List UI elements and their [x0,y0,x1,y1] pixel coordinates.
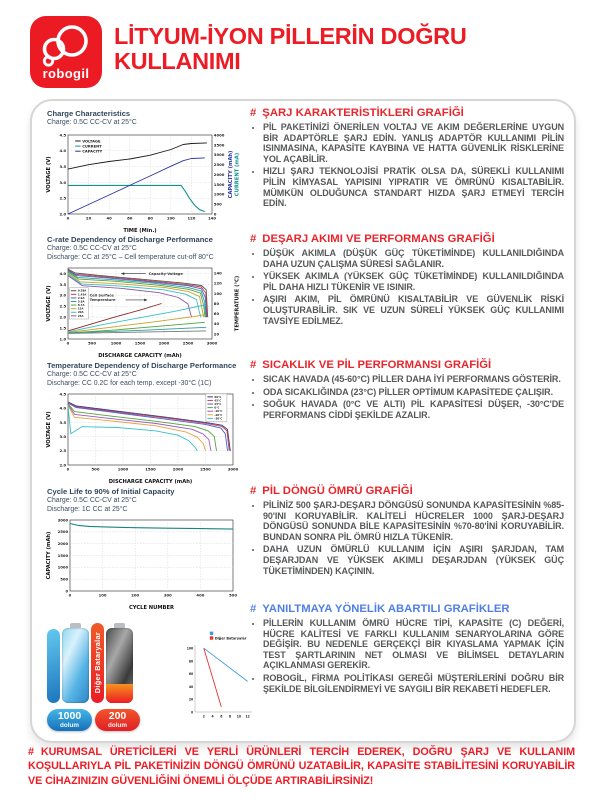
svg-text:300: 300 [163,592,172,598]
svg-text:25A: 25A [77,314,84,318]
section-abartili-grafikler [250,603,564,696]
svg-text:60: 60 [127,215,133,221]
hash-symbol: # [250,233,257,245]
svg-text:2.5: 2.5 [59,195,67,201]
figure-battery-comparison [45,613,260,735]
svg-text:500: 500 [60,576,69,582]
bullet-item: • ODA SICAKLIĞINDA (23°C) PİLLER OPTİMUM KAPASİTEDE ÇALIŞIR. [263,387,564,398]
svg-text:2.0: 2.0 [59,462,67,468]
svg-text:80: 80 [188,659,194,664]
svg-text:4000: 4000 [213,131,225,137]
svg-text:100: 100 [98,592,107,598]
svg-text:12: 12 [245,714,250,719]
section-heading-text: PİL DÖNGÜ ÖMRÜ GRAFİĞİ [262,485,413,497]
svg-text:3000: 3000 [57,517,69,523]
svg-text:2.5: 2.5 [59,303,67,309]
section-heading [250,603,564,615]
svg-text:500: 500 [229,592,237,598]
chart-subtitle-2: Discharge: 1C CC at 25°C [47,505,128,513]
svg-text:45°C: 45°C [214,399,222,403]
svg-text:CURRENT: CURRENT [82,144,102,149]
svg-text:2000: 2000 [57,541,69,547]
svg-text:1.45A: 1.45A [77,293,87,297]
section-heading [250,107,564,119]
section-sicaklik-performans [250,359,564,422]
section-bullets [250,374,564,420]
badge-200-dolum [95,709,140,731]
svg-text:0: 0 [66,215,70,221]
svg-text:200: 200 [131,592,140,598]
badge-unit: dolum [108,721,127,729]
svg-text:0: 0 [66,466,70,472]
bullet-item: • PİLLERİN KULLANIM ÖMRÜ HÜCRE TİPİ, KAPASİTE (C) DEĞERİ, HÜCRE KALİTESİ VE FARKLI KULLANIM SENARYOLARINA GÖRE DEĞİŞİR. BU NEDENLE GERÇEKÇİ BİR KIYASLAMA YAPMAK İÇİN TEST ŞARTLARININ NET OLMASI VE BİLİMSEL DETAYLARIN AÇIKLANMASI GEREKİR. [263,618,564,671]
bullet-item: • DÜŞÜK AKIMLA (DÜŞÜK GÜÇ TÜKETİMİNDE) KULLANILDIĞINDA DAHA UZUN ÇALIŞMA SÜRESİ SAĞLANIR. [263,248,564,269]
bullet-item: • HIZLI ŞARJ TEKNOLOJİSİ PRATİK OLSA DA, SÜREKLİ KULLANIMI PİLİN KİMYASAL YAPISINI YIPRATIR VE ÖMRÜNÜ KISALTABİLİR. MÜMKÜN OLDUĞUNCA STANDART HIZDA ŞARJ ETMEYİ TERCİH EDİN. [263,166,564,208]
svg-text:2.5: 2.5 [59,448,67,454]
section-heading [250,233,564,245]
svg-text:CURRENT (mA): CURRENT (mA) [234,152,241,196]
footer-text: KURUMSAL ÜRETİCİLERİ VE YERLİ ÜRÜNLERİ TERCİH EDEREK, DOĞRU ŞARJ VE KULLANIM KOŞULLARIYLA PİL PAKETİNİZİN DÖNGÜ ÖMRÜNÜ UZATABİLİR, KAPASİTE STABİLİTESİNİ KORUYABİLİR VE CİHAZINIZIN GÜVENLİĞİNİ ÖNEMLİ ÖLÇÜDE ARTIRABİLİRSİNİZ! [28,746,575,787]
svg-text:1000: 1000 [57,564,69,570]
svg-text:40: 40 [213,321,220,327]
svg-text:1500: 1500 [134,340,146,346]
section-dongu-omru [250,485,564,578]
svg-text:DISCHARGE CAPACITY (mAh): DISCHARGE CAPACITY (mAh) [108,478,193,485]
content-card [30,99,576,743]
other-batteries-label: Diğer Bataryalar [93,632,102,694]
svg-text:1000: 1000 [213,191,225,197]
charge-characteristics-chart [45,130,253,234]
cycle-comparison-mini-chart [183,629,255,723]
other-batteries-banner [91,623,104,703]
low-charge-strip [106,684,133,703]
svg-text:5.8A: 5.8A [77,300,85,304]
section-heading-text: ŞARJ KARAKTERİSTİKLERİ GRAFİĞİ [262,107,464,119]
hash-symbol: # [250,485,257,497]
section-heading-text: YANILTMAYA YÖNELİK ABARTILI GRAFİKLER [262,603,510,615]
badge-1000-dolum [47,709,92,731]
chart-title: Temperature Dependency of Discharge Performance [47,361,237,370]
bullet-item: • DAHA UZUN ÖMÜRLÜ KULLANIM İÇİN AŞIRI ŞARJDAN, TAM DEŞARJDAN VE YÜKSEK AKIMLI DEŞARJDAN (YÜKSEK GÜÇ TÜKETİMİNDEN) KAÇININ. [263,544,564,576]
svg-text:-20°C: -20°C [214,413,223,417]
svg-text:VOLTAGE: VOLTAGE [82,138,101,143]
cycle-life-chart [45,516,253,611]
robogil-battery-graphic [62,623,89,705]
svg-text:Cell Surface: Cell Surface [89,293,114,298]
chart-title: C-rate Dependency of Discharge Performance [47,235,213,244]
svg-text:3000: 3000 [227,466,239,472]
logo-wordmark: robogil [42,66,90,81]
badge-unit: dolum [60,721,79,729]
chart-title: Cycle Life to 90% of Initial Capacity [47,487,175,496]
robogil-logo [30,16,102,88]
svg-text:Temperature: Temperature [89,297,116,302]
crate-discharge-chart [45,264,253,359]
svg-text:6: 6 [220,714,223,719]
svg-text:CAPACITY: CAPACITY [82,149,103,154]
svg-text:2.0: 2.0 [59,314,67,320]
svg-text:20: 20 [188,697,194,702]
svg-text:3000: 3000 [206,340,218,346]
svg-text:VOLTAGE (V): VOLTAGE (V) [46,285,52,322]
svg-text:80: 80 [147,215,153,221]
hash-symbol: # [28,746,34,758]
figure-charge-characteristics [45,109,253,234]
svg-text:0: 0 [213,210,217,216]
bullet-item: • SICAK HAVADA (45-60°C) PİLLER DAHA İYİ PERFORMANS GÖSTERİR. [263,374,564,385]
svg-text:4.0: 4.0 [59,405,67,411]
svg-text:-30°C: -30°C [214,417,223,421]
figure-crate-discharge [45,235,253,359]
svg-text:100: 100 [213,290,222,296]
svg-text:120: 120 [213,280,222,286]
svg-text:VOLTAGE (V): VOLTAGE (V) [46,155,52,193]
svg-text:40: 40 [188,684,194,689]
figure-temperature-discharge [45,361,253,485]
svg-text:2000: 2000 [172,466,184,472]
svg-text:3.0: 3.0 [59,179,67,185]
svg-text:CAPACITY (mAh): CAPACITY (mAh) [228,150,235,198]
svg-text:4.5: 4.5 [59,131,67,137]
chart-subtitle-2: Discharge: CC at 25°C – Cell temperature cut-off 80°C [47,253,214,261]
chart-subtitle: Charge: 0.5C CC-CV at 25°C [47,245,137,253]
section-bullets [250,122,564,208]
svg-text:2000: 2000 [158,340,170,346]
svg-text:60: 60 [188,672,194,677]
blue-capsule-graphic [47,629,60,703]
svg-text:20: 20 [85,215,92,221]
svg-text:0: 0 [68,592,72,598]
svg-text:8: 8 [228,714,232,719]
svg-text:100: 100 [166,215,175,221]
svg-text:2500: 2500 [57,529,69,535]
svg-text:25°C: 25°C [214,402,222,406]
bullet-item: • SOĞUK HAVADA (0°C VE ALTI) PİL KAPASİTESİ DÜŞER, -30°C'DE PERFORMANS CİDDİ ŞEKİLDE AZALIR. [263,399,564,420]
svg-text:VOLTAGE (V): VOLTAGE (V) [46,411,52,448]
svg-text:20: 20 [213,331,220,337]
svg-text:TEMPERATURE (°C): TEMPERATURE (°C) [234,275,241,332]
svg-text:140: 140 [208,215,216,221]
svg-text:2000: 2000 [213,171,225,177]
svg-text:1500: 1500 [57,552,69,558]
svg-text:0°C: 0°C [214,406,220,410]
bullet-item: • YÜKSEK AKIMLA (YÜKSEK GÜÇ TÜKETİMİNDE) KULLANILDIĞINDA PİL DAHA HIZLI TÜKENİR VE ISINIR. [263,271,564,292]
svg-text:3500: 3500 [213,141,225,147]
svg-text:1.5: 1.5 [59,325,67,331]
svg-text:40: 40 [106,215,112,221]
temperature-discharge-chart [45,390,253,485]
section-heading-text: SICAKLIK VE PİL PERFORMANSI GRAFİĞİ [262,359,492,371]
svg-text:100: 100 [186,646,194,651]
svg-text:Diğer Bataryalar: Diğer Bataryalar [214,636,247,641]
bullet-item: • PİL PAKETİNİZİ ÖNERİLEN VOLTAJ VE AKIM DEĞERLERİNE UYGUN BİR ADAPTÖRLE ŞARJ EDİN. YANLIŞ ADAPTÖR KULLANIMI PİLİN ISINMASINA, KAPASİTE KAYBINA VE HATTA GÜVENLİK RİSKLERİNE YOL AÇABİLİR. [263,122,564,164]
section-bullets [250,618,564,694]
chart-subtitle: Charge: 0.5C CC-CV at 25°C [47,371,137,379]
section-bullets [250,248,564,326]
svg-text:-10°C: -10°C [214,410,223,414]
svg-text:140: 140 [213,270,222,276]
section-heading [250,485,564,497]
svg-text:CYCLE NUMBER: CYCLE NUMBER [128,604,175,611]
svg-text:DISCHARGE CAPACITY (mAh): DISCHARGE CAPACITY (mAh) [98,352,182,359]
svg-text:1000: 1000 [117,466,129,472]
svg-text:1000: 1000 [110,340,122,346]
hash-symbol: # [250,359,257,371]
section-desarj-akimi [250,233,564,328]
chart-subtitle: Charge: 0.5C CC-CV at 25°C [47,119,137,127]
section-bullets [250,500,564,576]
svg-text:2500: 2500 [213,161,225,167]
svg-text:CAPACITY (mAh): CAPACITY (mAh) [46,531,52,580]
section-heading-text: DEŞARJ AKIMI VE PERFORMANS GRAFİĞİ [262,233,495,245]
chart-subtitle: Charge: 0.5C CC-CV at 25°C [47,497,137,505]
svg-text:500: 500 [213,201,222,207]
svg-text:400: 400 [196,592,205,598]
hash-symbol: # [250,107,257,119]
section-heading [250,359,564,371]
svg-text:4.0: 4.0 [59,147,67,153]
svg-text:0: 0 [65,588,69,594]
svg-text:2: 2 [202,714,205,719]
chart-subtitle-2: Discharge: CC 0.2C for each temp. except -30°C (1C) [47,379,212,387]
svg-text:120: 120 [187,215,196,221]
svg-text:0.58A: 0.58A [77,289,87,293]
svg-text:15A: 15A [77,307,84,311]
svg-text:10: 10 [236,714,242,719]
svg-text:60°C: 60°C [214,395,222,399]
svg-text:3.0: 3.0 [59,433,67,439]
svg-text:1.0: 1.0 [59,336,67,342]
svg-text:80: 80 [213,300,220,306]
svg-text:4.5: 4.5 [59,391,67,397]
bullet-item: • AŞIRI AKIM, PİL ÖMRÜNÜ KISALTABİLİR VE GÜVENLİK RİSKİ OLUŞTURABİLİR. SIK VE UZUN SÜRELİ YÜKSEK GÜÇ KULLANIMI TAVSİYE EDİLMEZ. [263,294,564,326]
svg-text:4.0: 4.0 [59,270,67,276]
svg-text:8.7A: 8.7A [77,304,85,308]
svg-text:Capacity-Voltage: Capacity-Voltage [148,272,183,277]
badge-value: 1000 [57,710,82,723]
battery-body [62,628,89,703]
svg-text:1500: 1500 [145,466,156,472]
svg-text:3000: 3000 [213,151,225,157]
svg-text:60: 60 [213,310,220,316]
svg-text:4: 4 [211,714,214,719]
footer-note [28,745,575,788]
svg-text:0: 0 [191,710,194,715]
svg-text:TIME (Min.): TIME (Min.) [123,227,157,234]
svg-text:1500: 1500 [213,181,225,187]
svg-text:2.0: 2.0 [59,210,67,216]
svg-text:3.0: 3.0 [59,292,67,298]
svg-text:3.5: 3.5 [59,163,67,169]
svg-text:0: 0 [66,340,70,346]
svg-text:500: 500 [91,466,100,472]
robogil-logo-icon [30,18,102,68]
svg-text:2500: 2500 [182,340,194,346]
page-title: LİTYUM-İYON PİLLERİN DOĞRU KULLANIMI [114,23,467,75]
bullet-item: • ROBOGİL, FİRMA POLİTİKASI GEREĞİ MÜŞTERİLERİNİ DOĞRU BİR ŞEKİLDE BİLGİLENDİRMEYİ VE SAYGILI BİR REKABETİ HEDEFLER. [263,673,564,694]
svg-text:3.5: 3.5 [59,419,67,425]
other-battery-graphic [106,623,133,705]
svg-text:3.5: 3.5 [59,281,67,287]
svg-text:20A: 20A [77,311,84,315]
hash-symbol: # [250,603,257,615]
section-sarj-karakteristikleri [250,107,564,211]
figure-cycle-life [45,487,253,611]
badge-value: 200 [108,710,127,723]
svg-text:2.9A: 2.9A [77,296,85,300]
chart-title: Charge Characteristics [47,109,131,118]
bullet-item: • PİLİNİZ 500 ŞARJ-DEŞARJ DÖNGÜSÜ SONUNDA KAPASİTESİNİN %85-90'INI KORUYABİLİR. KALİTELİ HÜCRELER 1000 ŞARJ-DEŞARJ DÖNGÜSÜ SONUNDA BİLE KAPASİTESİNİN %70-80'İNİ KORUYABİLİR. BUNDAN SONRA PİL ÖMRÜ HIZLA TÜKENİR. [263,500,564,542]
svg-text:2500: 2500 [200,466,211,472]
battery-body [106,628,133,703]
svg-text:500: 500 [88,340,96,346]
